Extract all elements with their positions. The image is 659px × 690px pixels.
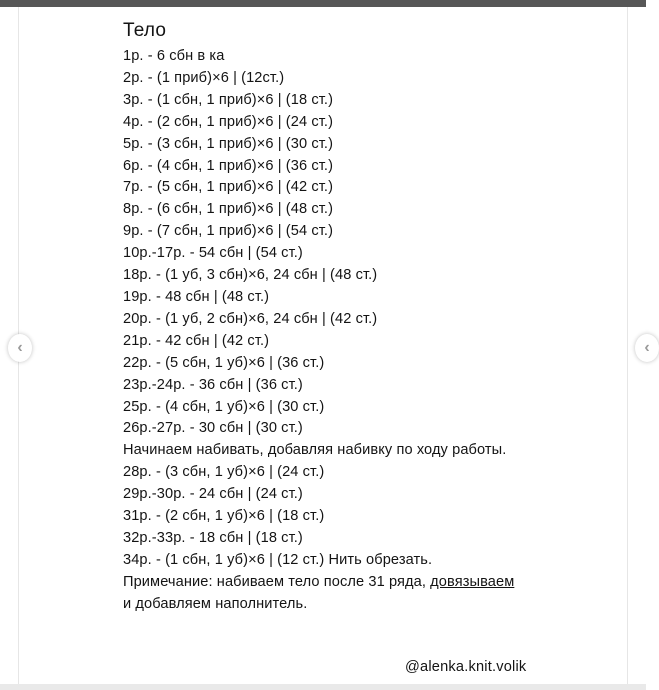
pattern-row: 20р. - (1 уб, 2 сбн)×6, 24 сбн | (42 ст.) xyxy=(123,310,378,327)
previous-arrow-icon[interactable] xyxy=(8,334,32,362)
pattern-row: 23р.-24р. - 36 сбн | (36 ст.) xyxy=(123,376,303,393)
note-text-part1: Примечание: набиваем тело после 31 ряда, xyxy=(123,573,427,590)
right-edge-line xyxy=(627,7,628,684)
pattern-row: 32р.-33р. - 18 сбн | (18 ст.) xyxy=(123,529,303,546)
pattern-row: 6р. - (4 сбн, 1 приб)×6 | (36 ст.) xyxy=(123,157,334,174)
pattern-row: 3р. - (1 сбн, 1 приб)×6 | (18 ст.) xyxy=(123,91,334,108)
pattern-row: 25р. - (4 сбн, 1 уб)×6 | (30 ст.) xyxy=(123,398,325,415)
pattern-row: 34р. - (1 сбн, 1 уб)×6 | (12 ст.) Нить обрезать. xyxy=(123,551,433,568)
pattern-row: 5р. - (3 сбн, 1 приб)×6 | (30 ст.) xyxy=(123,135,334,152)
pattern-row: 9р. - (7 сбн, 1 приб)×6 | (54 ст.) xyxy=(123,223,334,240)
pattern-row: 2р. - (1 приб)×6 | (12ст.) xyxy=(123,69,285,86)
pattern-row: 26р.-27р. - 30 сбн | (30 ст.) xyxy=(123,420,303,437)
next-arrow-icon[interactable] xyxy=(635,334,659,362)
stuffing-instruction: Начинаем набивать, добавляя набивку по ходу работы. xyxy=(123,442,507,459)
pattern-row: 1р. - 6 сбн в ка xyxy=(123,48,225,64)
bottom-strip xyxy=(0,684,646,690)
pattern-row: 4р. - (2 сбн, 1 приб)×6 | (24 ст.) xyxy=(123,113,334,130)
note-paragraph xyxy=(123,572,523,616)
pattern-content xyxy=(123,18,603,616)
pattern-rows xyxy=(123,46,603,572)
top-strip xyxy=(0,0,646,7)
pattern-row: 22р. - (5 сбн, 1 уб)×6 | (36 ст.) xyxy=(123,354,325,371)
page-title: Тело xyxy=(123,20,167,41)
pattern-row: 10р.-17р. - 54 сбн | (54 ст.) xyxy=(123,245,303,262)
note-underlined-word: довязываем xyxy=(430,573,515,590)
pattern-row: 19р. - 48 сбн | (48 ст.) xyxy=(123,288,270,305)
author-signature: @alenka.knit.volik xyxy=(405,659,527,675)
pattern-row: 29р.-30р. - 24 сбн | (24 ст.) xyxy=(123,486,303,503)
pattern-row: 7р. - (5 сбн, 1 приб)×6 | (42 ст.) xyxy=(123,179,334,196)
previous-arrow-glyph: ‹ xyxy=(17,339,23,356)
pattern-row: 31р. - (2 сбн, 1 уб)×6 | (18 ст.) xyxy=(123,508,325,525)
pattern-row: 18р. - (1 уб, 3 сбн)×6, 24 сбн | (48 ст.) xyxy=(123,267,378,284)
note-text-part2: и добавляем наполнитель. xyxy=(123,595,308,612)
pattern-row: 8р. - (6 сбн, 1 приб)×6 | (48 ст.) xyxy=(123,201,334,218)
pattern-row: 28р. - (3 сбн, 1 уб)×6 | (24 ст.) xyxy=(123,464,325,481)
pattern-row: 21р. - 42 сбн | (42 ст.) xyxy=(123,332,270,349)
next-arrow-glyph: ‹ xyxy=(644,339,650,356)
